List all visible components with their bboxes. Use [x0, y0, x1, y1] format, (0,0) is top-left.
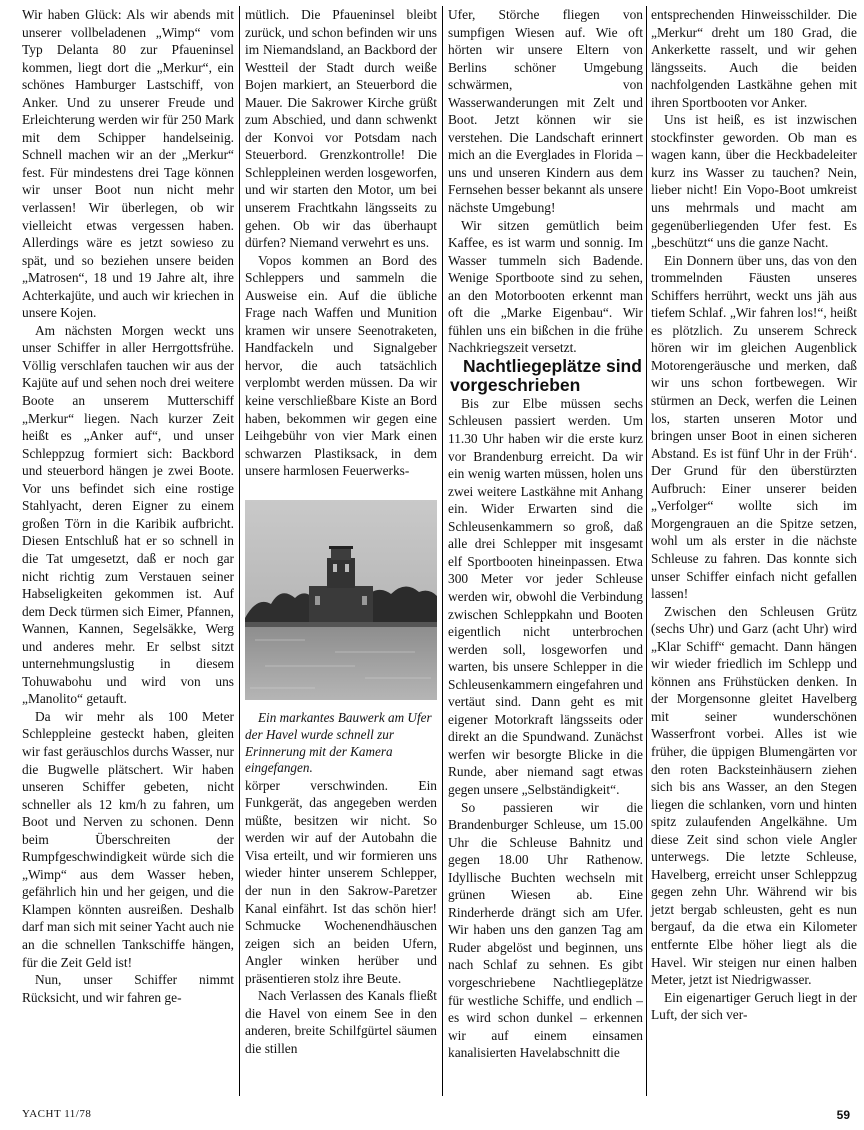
magazine-issue: YACHT 11/78	[22, 1108, 92, 1120]
paragraph: Ein Donnern über uns, das von den trommelnden Fäusten unseres Schiffers herrührt, weckt uns jäh aus tiefem Schlaf. „Wir fahren los!“, heißt es plötzlich. Zu unserem Schreck hören wir im gleichen Augenblick Motorengeräusche und merken, daß wir uns schon fortbewegen. Wir stürmen an Deck, werfen die Leinen los, starten unseren Motor und bringen unser Boot in einen sicheren Abstand. Es ist fünf Uhr in der Früh‘. Der Grund für den überstürzten Aufbruch: Einer unserer beiden „Verfolger“ wollte sich im Morgengrauen an die Spitze setzen, wohl um als erster in die nächste Schleuse zu fahren. Das konnte sich unser Schiffer einfach nicht gefallen lassen!	[651, 252, 857, 602]
column-4	[651, 6, 857, 1024]
paragraph: Nach Verlassen des Kanals fließt die Havel von einem See in den anderen, breite Schilfgürtel säumen die stillen	[245, 988, 437, 1056]
paragraph: Bis zur Elbe müssen sechs Schleusen passiert werden. Um 11.30 Uhr haben wir die erste kurz vor Brandenburg erreicht. Da wir ein wenig warten müssen, holen uns zwei weitere Lastkähne mit Anhang ein. Wider Erwarten sind die Schleusenkammern so groß, daß alle drei Schlepper mit insgesamt elf Sportbooten hineinpassen. Etwa 300 Meter vor jeder Schleuse werden wir, obwohl die Verbindung zwischen Schleppkahn und Booten eigentlich nicht unterbrochen werden soll, losgeworfen und warten, bis unsere Schlepper in die Schleusenkammern eingefahren und vertäut sind. Dann geht es mit eigener Motorkraft längsseits oder direkt an die Spundwand. Zunächst werfen wir besorgte Blicke in die Runde, aber niemand sagt etwas gegen unsere „Selbständigkeit“.	[448, 395, 643, 797]
paragraph: Da wir mehr als 100 Meter Schleppleine gesteckt haben, gleiten wir fast geräuschlos durchs Wasser, nur die Bugwelle plätschert. Wir haben unseren Schiffer gebeten, nicht schneller als 12 km/h zu fahren, um Boot und Nerven zu schonen. Denn beim Überschreiten der Rumpfgeschwindigkeit würde sich die „Wimp“ aus dem Wasser heben, gefährlich hin und her geigen, und die Klampen könnten ausreißen. Deshalb darf man sich mit seiner Yacht auch nie an die schnellen Tankschiffe hängen, für die Zeit Geld ist!	[22, 708, 234, 970]
havel-building-photo	[245, 500, 437, 700]
column-3	[448, 6, 643, 1062]
paragraph: Ufer, Störche fliegen von sumpfigen Wiesen auf. Wie oft hörten wir unsere Eltern von Berlins schöner Umgebung schwärmen, von Wasserwanderungen mit Zelt und Boot. Jetzt können wir sie verstehen. Die Landschaft erinnert mich an die Everglades in Florida – uns und unseren Kindern aus dem Fernsehen besser bekannt als unsere nächste Umgebung!	[448, 7, 643, 216]
paragraph: entsprechenden Hinweisschilder. Die „Merkur“ dreht um 180 Grad, die Ankerkette rasselt, und wir gehen längsseits. Auch die beiden nachfolgenden Lastkähne gehen mit ihren Sportbooten vor Anker.	[651, 7, 857, 110]
paragraph: So passieren wir die Brandenburger Schleuse, um 15.00 Uhr die Schleuse Bahnitz und gegen 18.00 Uhr Rathenow. Idyllische Buchten wechseln mit grünen Wiesen ab. Eine Rinderherde drängt sich am Ufer. Wir haben uns den ganzen Tag am Ruder abgelöst und beginnen, uns nach Schlaf zu sehnen. Es gibt vorgeschriebene Nachtliegeplätze für westliche Schiffe, und endlich – es wird schon dunkel – erkennen wir auf einem einsamen kanalisierten Havelabschnitt die	[448, 799, 643, 1061]
paragraph: Uns ist heiß, es ist inzwischen stockfinster geworden. Ob man es wagen kann, über die Heckbadeleiter kurz ins Wasser zu tauchen? Nein, lieber nicht! Ein Vopo-Boot umkreist uns mehrmals und macht am gegenüberliegenden Ufer fest. Es „beschützt“ uns die ganze Nacht.	[651, 112, 857, 251]
column-rule	[442, 6, 443, 1096]
photo-caption: Ein markantes Bauwerk am Ufer der Havel wurde schnell zur Erinnerung mit der Kamera eingefangen.	[245, 710, 432, 776]
column-1	[22, 6, 234, 1006]
paragraph: Ein eigenartiger Geruch liegt in der Luft, der sich ver-	[651, 989, 857, 1023]
paragraph: Nun, unser Schiffer nimmt Rücksicht, und wir fahren ge-	[22, 972, 234, 1005]
paragraph: körper verschwinden. Ein Funkgerät, das angegeben werden müßte, besitzen wir nicht. So werden wir auf der Autobahn die Visa erteilt, und wir formieren uns wieder hinter unserem Schlepper, der nun in den Sakrow-Paretzer Kanal einfährt. Ist das schön hier! Schmucke Wochenendhäuschen zeigen sich an beiden Ufern, Angler winken herüber und präsentieren stolz ihre Beute.	[245, 777, 437, 986]
paragraph: Wir haben Glück: Als wir abends mit unserer vollbeladenen „Wimp“ vom Typ Delanta 80 zur Pfaueninsel kommen, liegt dort die „Merkur“, ein schönes Hamburger Lastschiff, von Anker. Und zu unserer Freude und Erleichterung werden wir für 250 Mark mit dem Schipper handelseinig. Schnell machen wir an der „Merkur“ fest. Für mindestens drei Tage können wir unser Boot nun nicht mehr verlassen! Wir überlegen, ob wir vielleicht etwas vergessen haben. Allerdings wäre es jetzt sowieso zu spät, und so beziehen unsere beiden „Matrosen“, 18 und 19 Jahre alt, ihre Achterkajüte, und auch wir kriechen in unsere Kojen.	[22, 7, 234, 321]
section-headline: Nachtliegeplätze sind vorgeschrieben	[450, 355, 642, 395]
column-rule	[646, 6, 647, 1096]
page-number: 59	[836, 1108, 850, 1122]
paragraph: Am nächsten Morgen weckt uns unser Schiffer in aller Herrgottsfrühe. Völlig verschlafen tauchen wir aus der Kajüte auf und sehen noch drei weitere Boote an unserem Mutterschiff „Merkur“ liegen. Nach kurzer Zeit heißt es „Anker auf“, und unser Schleppzug formiert sich: Backbord und steuerbord hängen je zwei Boote. Vor uns befindet sich eine rostige Stahlyacht, deren Eigner zu einem großen Törn in die Karibik aufbricht. Diesen Entschluß hat er so schnell in die Tat umgesetzt, daß er noch gar nicht richtig zum Verstauen seiner Habseligkeiten gekommen ist. Auf dem Deck türmen sich Eimer, Pfannen, Wannen, Kannen, Segelsäkke, Werg und anderes mehr. Er selbst sitzt unternehmungslustig in diesem Tohuwabohu und wird von uns „Manolito“ getauft.	[22, 322, 234, 707]
paragraph: mütlich. Die Pfaueninsel bleibt zurück, und schon befinden wir uns im Niemandsland, an Backbord der Westteil der Stadt durch weiße Bojen markiert, an Steuerbord die Mauer. Die Sakrower Kirche grüßt zum Abschied, und dann schwenkt der Konvoi vor Potsdam nach Steuerbord. Grenzkontrolle! Die Schleppleinen werden losgeworfen, und wir starten den Motor, um bei unserem Frachtkahn längsseits zu gehen. Ob wir das überhaupt dürfen? Niemand verwehrt es uns.	[245, 7, 437, 251]
column-rule	[239, 6, 240, 1096]
paragraph: Zwischen den Schleusen Grütz (sechs Uhr) und Garz (acht Uhr) wird „Klar Schiff“ gemacht. Dann hängen wir wieder friedlich im Schlepp und können ans Frühstücken denken. In der Morgensonne gleitet Havelberg mit seiner wunderschönen Wasserfront vorbei. Alles ist wie früher, die üppigen Blumengärten vor den roten Backsteinhäusern ziehen sich bis ans Wasser, an den Stegen liegen die schlanken, vorn und hinten spitz zulaufenden Angelkähne. Um diese Zeit sind schon viele Angler unterwegs. Die letzte Schleuse, Havelberg, erreicht unser Schleppzug gegen zehn Uhr. Während wir bis jetzt bergab schleusten, geht es nun bergauf, da die etwa ein Kilometer entfernte Elbe höher liegt als die Havel. Wir steigen nur einen halben Meter, jetzt ist Niedrigwasser.	[651, 603, 857, 988]
paragraph: Wir sitzen gemütlich beim Kaffee, es ist warm und sonnig. Im Wasser tummeln sich Badende. Wenige Sportboote sind zu sehen, an den Motorbooten erkennt man oft die „Marke Eigenbau“. Wir fühlen uns ein bißchen in die frühe Nachkriegszeit versetzt.	[448, 217, 643, 356]
paragraph: Vopos kommen an Bord des Schleppers und sammeln die Ausweise ein. Auf die übliche Frage nach Waffen und Munition kramen wir unsere Seenotraketen, Handfackeln und Signalgeber hervor, die auch tatsächlich verplombt werden müssen. Da wir keine verschließbare Kiste an Bord haben, bekommen wir gegen eine Leihgebühr von vier Mark einen schwarzen Plastiksack, in dem unsere harmlosen Feuerwerks-	[245, 252, 437, 479]
column-2	[245, 6, 437, 1057]
